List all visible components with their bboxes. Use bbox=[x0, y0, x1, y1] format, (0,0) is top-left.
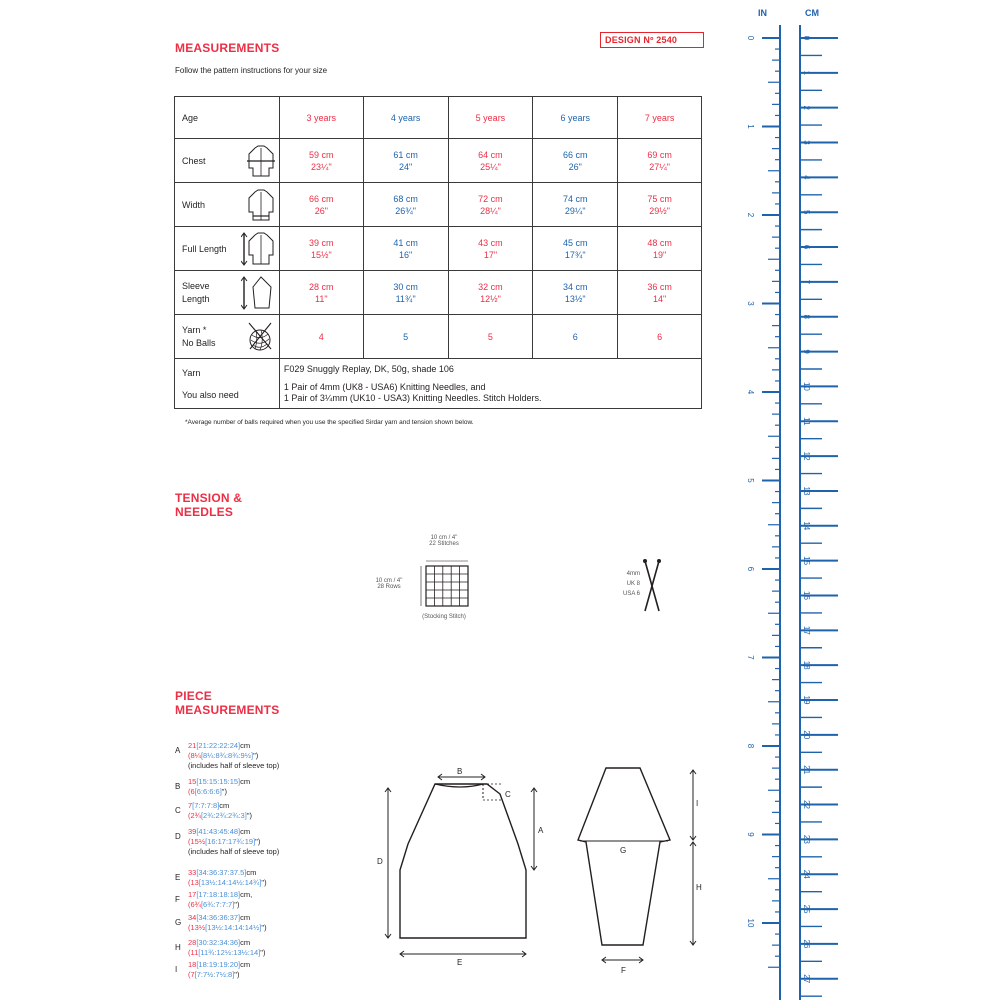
full-length-row bbox=[175, 227, 702, 271]
chest-label: Chest bbox=[182, 155, 206, 166]
tension-grid-icon bbox=[420, 560, 474, 610]
also-need-line1: 1 Pair of 4mm (UK8 - USA6) Knitting Needles, and bbox=[283, 381, 486, 392]
measure-cm: 68 cm bbox=[393, 193, 418, 204]
ruler-cm-number: 14 bbox=[802, 521, 811, 531]
measure-cm: 41 cm bbox=[393, 237, 418, 248]
measure-in: 26¾" bbox=[395, 205, 416, 216]
sleeve-label-line1: Sleeve bbox=[182, 280, 210, 291]
age-cell: 7 years bbox=[618, 97, 702, 139]
tension-top1: 10 cm / 4" bbox=[430, 535, 458, 541]
yarn-value: F029 Snuggly Replay, DK, 50g, shade 106 bbox=[283, 363, 454, 374]
ruler-inch-number: 2 bbox=[746, 212, 755, 218]
ruler-inch-number: 1 bbox=[746, 124, 755, 129]
measure-in: 12½" bbox=[480, 293, 501, 304]
measure-cm: 28 cm bbox=[309, 281, 334, 292]
measure-in: 24" bbox=[399, 161, 413, 172]
ruler-cm-number: 7 bbox=[802, 279, 811, 285]
ruler-cm-label: CM bbox=[805, 8, 819, 18]
also-need-label: You also need bbox=[182, 389, 239, 400]
ruler-cm-number: 2 bbox=[802, 105, 811, 110]
yarn-requirements-row bbox=[175, 359, 702, 409]
dim-f-label: F bbox=[621, 966, 626, 975]
piece-letter: H bbox=[175, 943, 181, 952]
piece-letter: F bbox=[175, 895, 180, 904]
ruler-cm-number: 4 bbox=[802, 175, 811, 180]
age-cell: 5 years bbox=[448, 97, 533, 139]
tension-rows-label bbox=[354, 578, 424, 590]
measure-cm: 32 cm bbox=[478, 281, 503, 292]
ruler-cm-number: 10 bbox=[802, 381, 811, 391]
dim-h-label: H bbox=[696, 883, 702, 892]
ruler-cm-number: 8 bbox=[802, 314, 811, 319]
age-cell: 6 years bbox=[533, 97, 618, 139]
dim-b-label: B bbox=[457, 767, 463, 776]
tension-left2: 28 Rows bbox=[377, 584, 401, 590]
ruler-inch-number: 7 bbox=[746, 655, 755, 660]
yarn-balls-cell: 6 bbox=[618, 315, 702, 359]
ruler-cm-number: 9 bbox=[802, 349, 811, 354]
measure-in: 23¼" bbox=[310, 161, 332, 172]
measure-cm: 69 cm bbox=[647, 149, 672, 160]
measure-in: 29¼" bbox=[564, 205, 586, 216]
piece-letter: B bbox=[175, 782, 181, 791]
measure-cm: 74 cm bbox=[562, 193, 588, 204]
dim-g-label: G bbox=[620, 846, 627, 855]
measure-in: 25¼" bbox=[480, 161, 501, 172]
measure-in: 28¼" bbox=[480, 205, 501, 216]
ruler-inch-number: 3 bbox=[746, 301, 755, 306]
piece-measure-text: 39[41:43:45:48]cm (15½[16:17:17¾:19]") (includes half of sleeve top) bbox=[188, 827, 280, 856]
tension-heading-line2: NEEDLES bbox=[175, 505, 234, 519]
ruler-cm-number: 23 bbox=[802, 834, 811, 844]
ruler-cm-number: 12 bbox=[802, 451, 811, 461]
ruler-inch-number: 0 bbox=[746, 35, 755, 41]
full-length-label: Full Length bbox=[182, 243, 227, 254]
age-label: Age bbox=[175, 97, 280, 139]
ruler-cm-number: 20 bbox=[802, 730, 811, 740]
needle-sizes bbox=[608, 569, 640, 599]
measure-cm: 39 cm bbox=[309, 237, 334, 248]
width-label: Width bbox=[182, 199, 206, 210]
dim-c-label: C bbox=[505, 790, 511, 799]
ruler-cm-number: 19 bbox=[802, 695, 811, 705]
full-length-cardigan-icon bbox=[241, 231, 275, 267]
ruler-inch-number: 4 bbox=[746, 389, 755, 395]
ruler-cm-number: 27 bbox=[802, 974, 811, 984]
measure-in: 15½" bbox=[310, 249, 332, 260]
measure-in: 19" bbox=[652, 249, 667, 260]
measure-in: 27¼" bbox=[649, 161, 670, 172]
needles-icon bbox=[640, 558, 664, 614]
dim-a-label: A bbox=[538, 826, 544, 835]
measure-cm: 43 cm bbox=[478, 237, 503, 248]
piece-measurements-heading bbox=[175, 689, 279, 717]
measure-in: 29½" bbox=[649, 205, 670, 216]
ruler-cm-number: 22 bbox=[802, 800, 811, 809]
sleeve-piece-outline bbox=[578, 768, 670, 945]
dim-e-label: E bbox=[457, 958, 463, 967]
measure-in: 13½" bbox=[564, 293, 586, 304]
measure-cm: 66 cm bbox=[562, 149, 588, 160]
yarn-balls-cell: 5 bbox=[448, 315, 533, 359]
measurements-subtitle: Follow the pattern instructions for your size bbox=[175, 66, 328, 75]
age-cell: 3 years bbox=[279, 97, 363, 139]
design-number-badge: DESIGN Nº 2540 bbox=[600, 32, 704, 48]
yarn-label: Yarn bbox=[182, 367, 201, 378]
piece-measure-text: 17[17:18:18:18]cm, (6¾[6¾:7:7:7]") bbox=[188, 890, 253, 909]
measure-cm: 45 cm bbox=[562, 237, 588, 248]
ruler-cm-number: 16 bbox=[802, 591, 811, 600]
tension-left1: 10 cm / 4" bbox=[375, 578, 403, 584]
measure-cm: 34 cm bbox=[562, 281, 588, 292]
needle-size-usa: USA 6 bbox=[622, 591, 640, 597]
measure-in: 26" bbox=[568, 161, 582, 172]
tension-stitches-label bbox=[404, 535, 484, 547]
piece-letter: I bbox=[175, 965, 178, 974]
sleeve-icon bbox=[241, 275, 275, 311]
measure-cm: 66 cm bbox=[309, 193, 334, 204]
yarn-ball-icon bbox=[245, 321, 275, 353]
dim-d-label: D bbox=[377, 857, 383, 866]
yarn-label-line1: Yarn * bbox=[182, 324, 207, 335]
piece-letter: A bbox=[175, 746, 181, 755]
piece-measure-text: 28[30:32:34:36]cm (11[11¾:12½:13½:14]") bbox=[188, 938, 266, 957]
ruler-cm-number: 13 bbox=[802, 486, 811, 496]
needle-size-metric: 4mm bbox=[626, 571, 640, 577]
measure-cm: 30 cm bbox=[393, 281, 418, 292]
sleeve-length-row bbox=[175, 271, 702, 315]
piece-heading-line2: MEASUREMENTS bbox=[175, 703, 280, 717]
ruler-inch-number: 10 bbox=[746, 918, 755, 928]
measure-cm: 72 cm bbox=[478, 193, 503, 204]
measure-in: 11" bbox=[315, 293, 328, 304]
piece-heading-line1: PIECE bbox=[175, 689, 213, 703]
piece-measure-text: 7[7:7:7:8]cm (2¾[2¾:2¾:2¾:3]") bbox=[188, 801, 252, 820]
ruler-cm-number: 18 bbox=[802, 660, 811, 670]
ruler-cm-number: 26 bbox=[802, 939, 811, 949]
piece-measure-text: 18[18:19:19:20]cm (7[7:7½:7½:8]") bbox=[188, 960, 251, 979]
ruler-cm-number: 11 bbox=[802, 417, 811, 426]
piece-measure-text: 33[34:36:37:37.5]cm (13[13½:14:14½:14¾]") bbox=[188, 868, 267, 887]
yarn-balls-row bbox=[175, 315, 702, 359]
ruler-inch-label: IN bbox=[758, 8, 767, 18]
piece-measure-text: 34[34:36:36:37]cm (13½[13½:14:14:14½]") bbox=[188, 913, 267, 932]
piece-letter: D bbox=[175, 832, 181, 841]
piece-measure-text: 21[21:22:22:24]cm (8¼[8¼:8¾:8¾:9½]") (includes half of sleeve top) bbox=[188, 741, 280, 770]
yarn-balls-cell: 5 bbox=[363, 315, 448, 359]
measure-cm: 75 cm bbox=[647, 193, 672, 204]
ruler-cm-number: 0 bbox=[802, 35, 811, 41]
needle-size-uk: UK 8 bbox=[626, 581, 640, 587]
piece-letter: E bbox=[175, 873, 181, 882]
yarn-label-line2: No Balls bbox=[182, 337, 216, 348]
yarn-footnote: *Average number of balls required when you use the specified Sirdar yarn and tension shown below. bbox=[185, 419, 474, 426]
ruler-inch-number: 6 bbox=[746, 566, 755, 572]
body-piece-outline bbox=[400, 784, 526, 938]
yarn-balls-cell: 4 bbox=[279, 315, 363, 359]
ruler-cm-number: 24 bbox=[802, 869, 811, 879]
ruler-cm-number: 3 bbox=[802, 140, 811, 145]
width-row bbox=[175, 183, 702, 227]
measure-in: 17¾" bbox=[564, 249, 586, 260]
chest-cardigan-icon bbox=[247, 144, 275, 178]
age-cell: 4 years bbox=[363, 97, 448, 139]
ruler-cm-number: 17 bbox=[802, 625, 811, 635]
measurements-heading: MEASUREMENTS bbox=[175, 41, 280, 55]
piece-letter: C bbox=[175, 806, 181, 815]
ruler-cm-number: 5 bbox=[802, 209, 811, 215]
ruler-cm-number: 21 bbox=[802, 765, 811, 775]
ruler-inch-number: 5 bbox=[746, 478, 755, 483]
dim-i-label: I bbox=[696, 799, 699, 808]
width-cardigan-icon bbox=[247, 188, 275, 222]
ruler-cm-number: 15 bbox=[802, 556, 811, 566]
measure-in: 14" bbox=[652, 293, 667, 304]
also-need-line2: 1 Pair of 3¼mm (UK10 - USA3) Knitting Needles. Stitch Holders. bbox=[283, 392, 542, 403]
piece-letter: G bbox=[175, 918, 182, 927]
ruler-cm-number: 1 bbox=[802, 70, 811, 76]
tension-stitch-type: (Stocking Stitch) bbox=[422, 614, 466, 620]
ruler-cm-number: 6 bbox=[802, 244, 811, 250]
tension-top2: 22 Stitches bbox=[429, 541, 459, 547]
measure-cm: 59 cm bbox=[309, 149, 334, 160]
age-row bbox=[175, 97, 702, 139]
measurements-table bbox=[174, 96, 702, 409]
measure-in: 26" bbox=[314, 205, 328, 216]
measure-cm: 64 cm bbox=[478, 149, 503, 160]
chest-row bbox=[175, 139, 702, 183]
measure-in: 11¾" bbox=[395, 293, 416, 304]
piece-measure-text: 15[15:15:15:15]cm (6[6:6:6:6]") bbox=[188, 777, 251, 796]
measure-cm: 48 cm bbox=[647, 237, 672, 248]
measuring-ruler bbox=[728, 25, 844, 1000]
piece-diagrams bbox=[370, 760, 715, 985]
ruler-inch-number: 9 bbox=[746, 832, 755, 837]
ruler-cm-number: 25 bbox=[802, 904, 811, 914]
measure-cm: 61 cm bbox=[393, 149, 418, 160]
tension-heading bbox=[175, 491, 242, 519]
ruler-inch-number: 8 bbox=[746, 743, 755, 749]
sleeve-label-line2: Length bbox=[182, 293, 210, 304]
tension-heading-line1: TENSION & bbox=[175, 491, 243, 505]
measure-in: 16" bbox=[399, 249, 413, 260]
yarn-balls-cell: 6 bbox=[533, 315, 618, 359]
measure-in: 17" bbox=[483, 249, 498, 260]
measure-cm: 36 cm bbox=[647, 281, 672, 292]
